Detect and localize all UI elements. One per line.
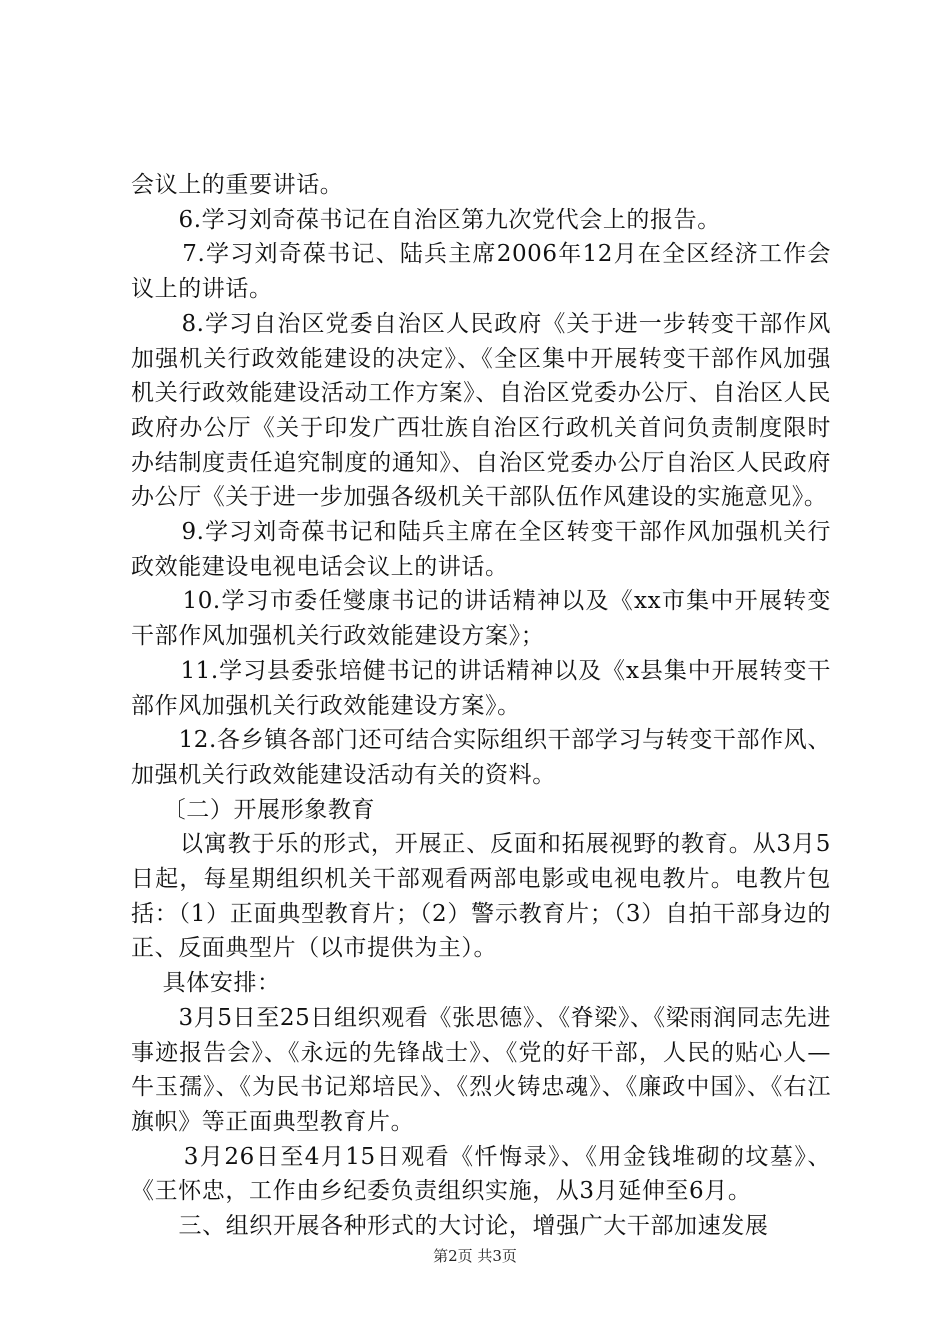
paragraph: 11.学习县委张培健书记的讲话精神以及《x县集中开展转变干部作风加强机关行政效能建设方案》。 <box>131 657 831 719</box>
paragraph: 12.各乡镇各部门还可结合实际组织干部学习与转变干部作风、加强机关行政效能建设活动有关的资料。 <box>131 727 831 788</box>
paragraph: 3月26日至4月15日观看《忏悔录》、《用金钱堆砌的坟墓》、《王怀忠，工作由乡纪委负责组织实施，从3月延伸至6月。 <box>131 1143 831 1205</box>
paragraph: 7.学习刘奇葆书记、陆兵主席2006年12月在全区经济工作会议上的讲话。 <box>131 241 832 303</box>
paragraph: 9.学习刘奇葆书记和陆兵主席在全区转变干部作风加强机关行政效能建设电视电话会议上的讲话。 <box>131 519 832 580</box>
paragraph: 具体安排： <box>131 970 281 997</box>
paragraph: 8.学习自治区党委自治区人民政府《关于进一步转变干部作风加强机关行政效能建设的决定》、《全区集中开展转变干部作风加强机关行政效能建设活动工作方案》、自治区党委办公厅、自治区人民政府办公厅《关于印发广西壮族自治区行政机关首问负责制度限时办结制度责任追究制度的通知》、自治区党委办公厅自治区人民政府办公厅《关于进一步加强各级机关干部队伍作风建设的实施意见》。 <box>131 310 832 511</box>
page-footer: 第2页 共3页 <box>433 1247 517 1265</box>
section-heading: 〔二）开展形象教育 <box>131 796 376 823</box>
paragraph: 3月5日至25日组织观看《张思德》、《脊梁》、《梁雨润同志先进事迹报告会》、《永远的先锋战士》、《党的好干部，人民的贴心人—牛玉孺》、《为民书记郑培民》、《烈火铸忠魂》、《廉政中国》、《右江旗帜》等正面典型教育片。 <box>131 1004 832 1135</box>
paragraph: 会议上的重要讲话。 <box>131 172 344 198</box>
paragraph: 6.学习刘奇葆书记在自治区第九次党代会上的报告。 <box>131 206 721 233</box>
paragraph: 以寓教于乐的形式，开展正、反面和拓展视野的教育。从3月5日起，每星期组织机关干部观看两部电影或电视电教片。电教片包括：（1）正面典型教育片；（2）警示教育片；（3）自拍干部身边的正、反面典型片（以市提供为主）。 <box>131 831 831 962</box>
paragraph: 10.学习市委任燮康书记的讲话精神以及《xx市集中开展转变干部作风加强机关行政效能建设方案》； <box>131 588 832 650</box>
document-body <box>131 168 831 1244</box>
section-heading: 三、组织开展各种形式的大讨论，增强广大干部加速发展 <box>131 1213 769 1240</box>
